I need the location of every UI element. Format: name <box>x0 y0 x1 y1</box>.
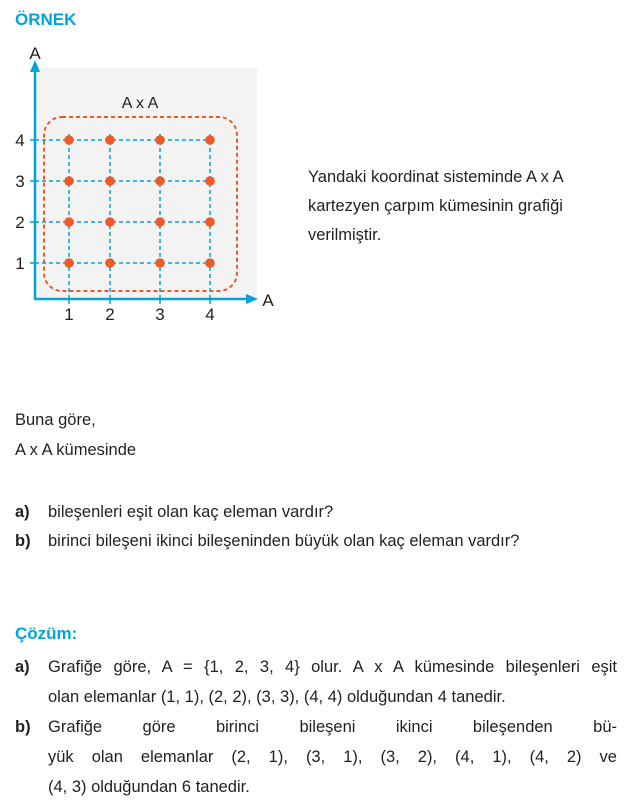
data-point <box>105 135 115 145</box>
solution-line: olan elemanlar (1, 1), (2, 2), (3, 3), (4, 4) olduğundan 4 tanedir. <box>48 688 506 706</box>
question-text: bileşenleri eşit olan kaç eleman vardır? <box>48 503 334 521</box>
question-label: b) <box>15 532 31 550</box>
data-point <box>155 176 165 186</box>
data-point <box>205 217 215 227</box>
x-axis-label: A <box>262 291 274 310</box>
question-intro <box>15 408 136 462</box>
graph-description <box>308 165 628 247</box>
y-axis-label: A <box>29 44 41 63</box>
y-tick-label: 3 <box>15 172 25 191</box>
question-label: a) <box>15 503 30 521</box>
description-line: kartezyen çarpım kümesinin grafiği <box>308 197 563 215</box>
data-point <box>205 258 215 268</box>
question-text: birinci bileşeni ikinci bileşeninden büyük olan kaç eleman vardır? <box>48 532 520 550</box>
data-point <box>64 217 74 227</box>
question-intro-line: A x A kümesinde <box>15 441 137 459</box>
data-point <box>105 217 115 227</box>
description-line: verilmiştir. <box>308 226 382 244</box>
y-tick-label: 1 <box>15 254 25 273</box>
x-tick-label: 3 <box>155 305 165 324</box>
data-point <box>155 217 165 227</box>
data-point <box>105 258 115 268</box>
solution-heading: Çözüm: <box>15 624 78 643</box>
data-point <box>155 135 165 145</box>
y-tick-label: 2 <box>15 213 25 232</box>
solution-item <box>15 712 617 802</box>
set-label: A x A <box>121 95 159 112</box>
x-tick-label: 1 <box>64 305 74 324</box>
data-point <box>64 176 74 186</box>
cartesian-graph <box>0 35 290 335</box>
question-list <box>15 500 630 553</box>
data-point <box>205 176 215 186</box>
solution-line: Grafiğe göre, A = {1, 2, 3, 4} olur. A x A kümesinde bileşenleri eşit <box>48 658 617 676</box>
solution-list <box>15 652 617 802</box>
question-item <box>15 529 630 553</box>
solution-line: Grafiğe göre birinci bileşeni ikinci bileşenden bü- <box>48 718 617 736</box>
data-point <box>64 135 74 145</box>
data-point <box>205 135 215 145</box>
solution-line: yük olan elemanlar (2, 1), (3, 1), (3, 2), (4, 1), (4, 2) ve <box>48 748 617 766</box>
x-tick-label: 2 <box>105 305 115 324</box>
solution-line: (4, 3) olduğundan 6 tanedir. <box>48 778 250 796</box>
solution-label: a) <box>15 658 30 676</box>
question-intro-line: Buna göre, <box>15 411 96 429</box>
data-point <box>105 176 115 186</box>
example-heading: ÖRNEK <box>15 10 77 29</box>
solution-item <box>15 652 617 712</box>
question-item <box>15 500 630 524</box>
solution-label: b) <box>15 718 31 736</box>
description-line: Yandaki koordinat sisteminde A x A <box>308 168 564 186</box>
data-point <box>155 258 165 268</box>
data-point <box>64 258 74 268</box>
x-tick-label: 4 <box>205 305 215 324</box>
y-tick-label: 4 <box>15 131 25 150</box>
